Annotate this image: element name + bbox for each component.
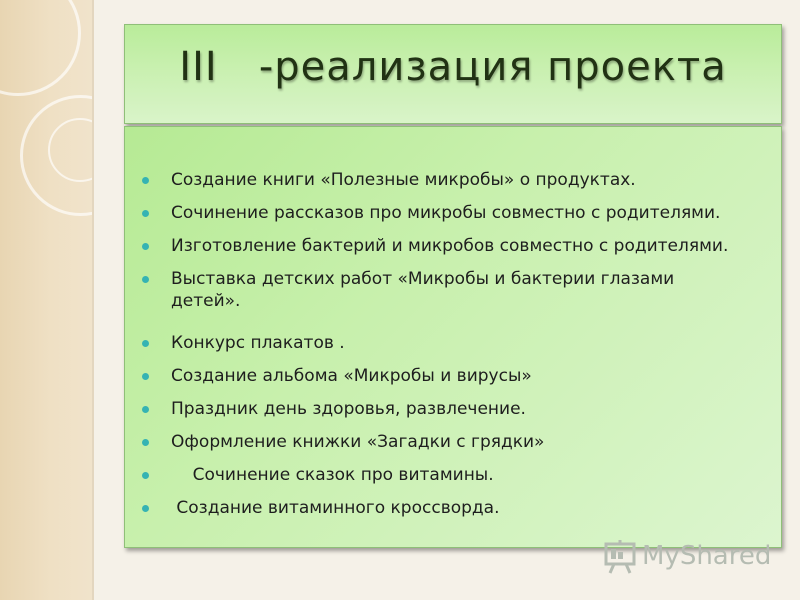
slide-title: III -реализация проекта — [179, 44, 727, 90]
list-item-text: Создание витаминного кроссворда. — [171, 498, 500, 518]
bullet-icon — [142, 177, 149, 184]
list-item-text: Создание альбома «Микробы и вирусы» — [171, 366, 532, 386]
list-item — [171, 398, 771, 420]
list-item — [171, 235, 771, 257]
list-item-text: Оформление книжки «Загадки с грядки» — [171, 432, 545, 452]
bullet-icon — [142, 243, 149, 250]
list-item-text: Сочинение рассказов про микробы совместно с родителями. — [171, 203, 721, 223]
list-item — [171, 365, 771, 387]
list-item-text: Создание книги «Полезные микробы» о продуктах. — [171, 170, 636, 190]
list-item — [171, 431, 771, 453]
title-panel — [124, 24, 782, 124]
bullet-icon — [142, 340, 149, 347]
content-panel — [124, 126, 782, 548]
watermark-text: MyShared — [642, 541, 772, 571]
bullet-icon — [142, 210, 149, 217]
list-item-text: Выставка детских работ «Микробы и бактерии глазами детей». — [171, 269, 675, 311]
bullet-icon — [142, 505, 149, 512]
list-item — [171, 169, 771, 191]
list-item — [171, 202, 771, 224]
list-item — [171, 464, 771, 486]
list-item — [171, 497, 771, 519]
decorative-ring — [0, 0, 81, 96]
watermark — [604, 538, 771, 574]
list-item-text: Изготовление бактерий и микробов совместно с родителями. — [171, 236, 729, 256]
bullet-icon — [142, 439, 149, 446]
list-item-text: Сочинение сказок про витамины. — [171, 465, 494, 485]
list-item — [171, 332, 771, 354]
bullet-icon — [142, 406, 149, 413]
decorative-left-strip — [0, 0, 94, 600]
presentation-board-icon — [604, 538, 638, 574]
list-item-text: Конкурс плакатов . — [171, 333, 345, 353]
list-item — [171, 268, 731, 312]
bullet-icon — [142, 373, 149, 380]
bullet-icon — [142, 472, 149, 479]
list-item-text: Праздник день здоровья, развлечение. — [171, 399, 526, 419]
bullet-icon — [142, 276, 149, 283]
